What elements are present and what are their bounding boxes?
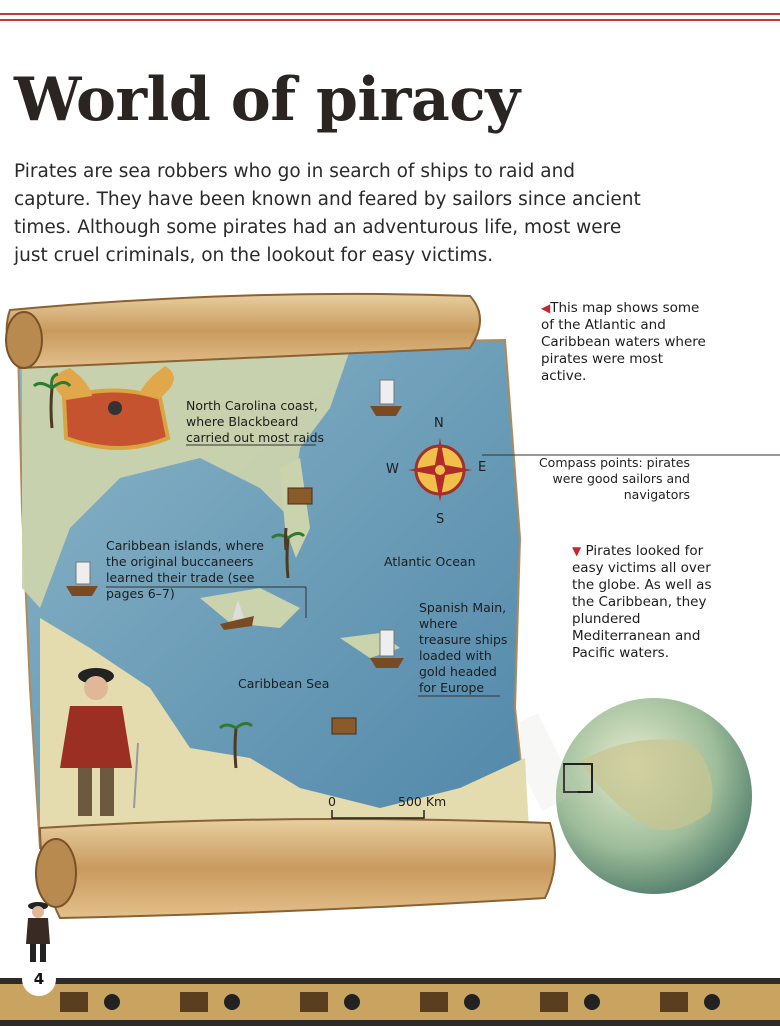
globe-icon xyxy=(520,692,760,902)
small-pirate-icon xyxy=(20,900,60,964)
triangle-left-icon: ◀ xyxy=(541,301,551,315)
page-title: World of piracy xyxy=(14,65,520,135)
top-rule xyxy=(0,13,780,15)
compass-e: E xyxy=(478,460,487,475)
compass-note: Compass points: pirates were good sailors and navigators xyxy=(538,455,690,502)
scale-end: 500 Km xyxy=(398,794,447,809)
triangle-down-icon: ▼ xyxy=(572,544,582,558)
compass-w: W xyxy=(386,462,399,477)
label-caribbean-islands: Caribbean islands, where the original buccaneers learned their trade (see pages 6–7) xyxy=(106,538,264,601)
top-rule-secondary xyxy=(0,19,780,21)
page-number: 4 xyxy=(22,962,56,996)
decorative-border xyxy=(0,978,780,1026)
map-note: ◀This map shows some of the Atlantic and Caribbean waters where pirates were most active. xyxy=(541,300,706,384)
intro-paragraph: Pirates are sea robbers who go in search of ships to raid and capture. They have been known and feared by sailors since ancient times. Although some pirates had an adventurous life, most were just cruel criminals, on the lookout for easy victims. xyxy=(14,161,641,266)
compass-s: S xyxy=(436,512,445,527)
label-north-carolina: North Carolina coast, where Blackbeard carried out most raids xyxy=(186,398,325,445)
compass-n: N xyxy=(434,416,444,431)
label-spanish-main: Spanish Main, where treasure ships loaded with gold headed for Europe xyxy=(419,600,508,695)
label-atlantic-ocean: Atlantic Ocean xyxy=(384,554,476,569)
scale-start: 0 xyxy=(328,794,336,809)
pirate-map xyxy=(0,288,560,928)
label-caribbean-sea: Caribbean Sea xyxy=(238,676,330,691)
globe-note: ▼ Pirates looked for easy victims all over the globe. As well as the Caribbean, they plundered Mediterranean and Pacific waters. xyxy=(572,543,712,661)
